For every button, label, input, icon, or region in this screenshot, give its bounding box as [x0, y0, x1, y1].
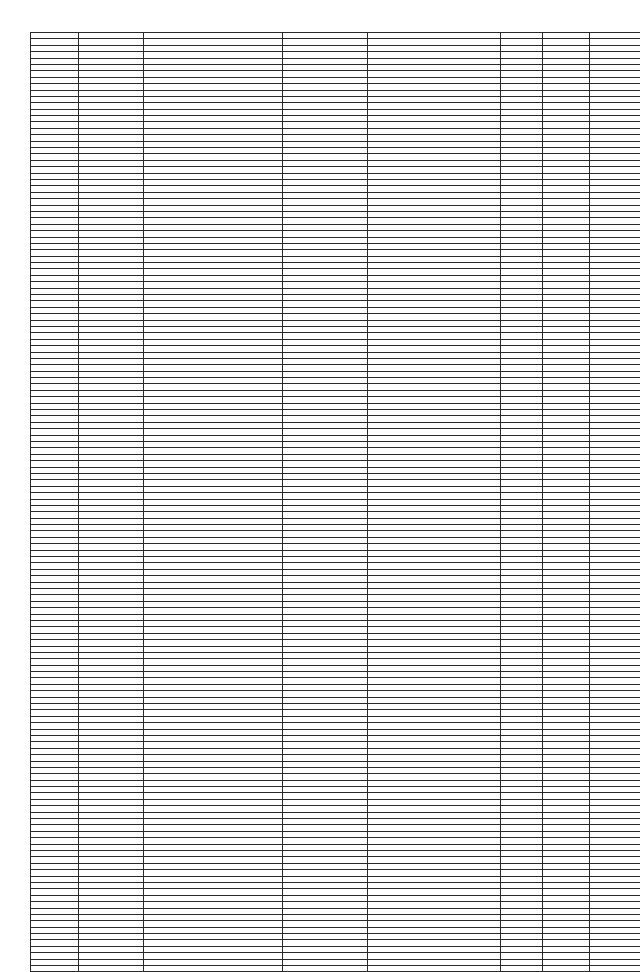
cell-street-or-district: [368, 966, 501, 972]
cell-housing-no: [543, 966, 590, 972]
table-row: [31, 966, 640, 972]
cell-settlement: [283, 966, 368, 972]
page-number: [250, 21, 390, 31]
cell-cadastral-no-a: [79, 966, 144, 972]
cell-house-no: [501, 966, 543, 972]
cell-cadastral-no-b: [144, 966, 283, 972]
property-register-table: [30, 32, 640, 972]
cell-row-no: [31, 966, 79, 972]
cell-apartment-no: [590, 966, 640, 972]
register-table-body: [31, 33, 640, 972]
